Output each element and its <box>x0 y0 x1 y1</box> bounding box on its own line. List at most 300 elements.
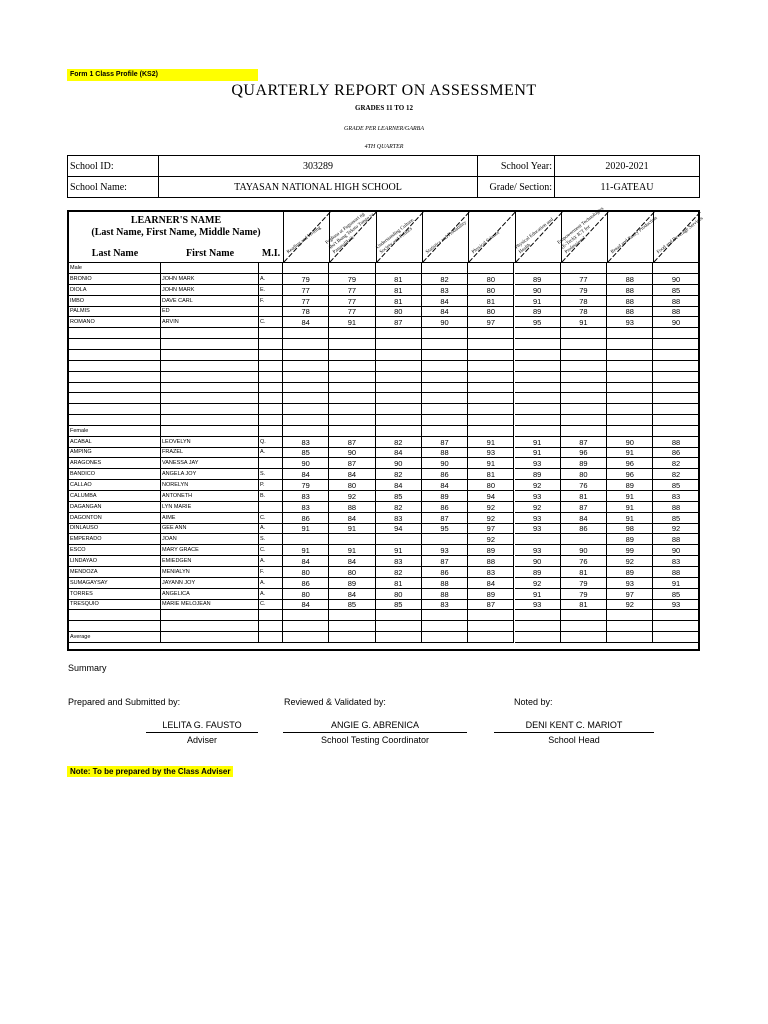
cell-grade <box>515 382 561 393</box>
cell-grade <box>515 393 561 404</box>
cell-grade <box>329 372 375 383</box>
table-row <box>69 545 698 556</box>
cell-grade: 80 <box>376 589 422 600</box>
subject-name: Food and Beverage Services <box>656 216 705 256</box>
cell-grade: 80 <box>468 274 514 285</box>
empty-row <box>69 382 698 393</box>
cell-grade: 80 <box>468 285 514 296</box>
cell-mi: F. <box>259 296 283 307</box>
cell-grade: 88 <box>468 556 514 567</box>
cell-grade: 92 <box>468 534 514 545</box>
cell-grade: 91 <box>468 437 514 448</box>
cell-grade <box>422 263 468 274</box>
cell-grade: 98 <box>607 523 653 534</box>
cell-grade: 81 <box>561 567 607 578</box>
cell-grade: 90 <box>653 545 699 556</box>
cell-last-name: IMBO <box>69 296 161 307</box>
cell-grade: 84 <box>283 317 329 328</box>
cell-grade: 76 <box>561 480 607 491</box>
cell-grade <box>283 263 329 274</box>
cell-grade <box>607 361 653 372</box>
table-row <box>69 480 698 491</box>
cell-grade: 87 <box>329 458 375 469</box>
cell-grade: 91 <box>329 523 375 534</box>
cell-last-name: Female <box>69 426 161 437</box>
cell-last-name <box>69 382 161 393</box>
cell-grade: 85 <box>329 599 375 610</box>
cell-first-name: JOHN MARK <box>161 274 259 285</box>
cell-first-name: AIME <box>161 513 259 524</box>
cell-grade: 85 <box>283 447 329 458</box>
cell-grade <box>283 350 329 361</box>
cell-first-name: MENIALYN <box>161 567 259 578</box>
cell-grade <box>561 382 607 393</box>
cell-grade <box>329 632 375 643</box>
cell-grade: 83 <box>283 491 329 502</box>
cell-grade: 80 <box>329 480 375 491</box>
cell-grade <box>515 426 561 437</box>
cell-grade <box>561 621 607 632</box>
grade-section-value: 11-GATEAU <box>555 177 700 198</box>
cell-grade: 97 <box>468 523 514 534</box>
cell-last-name: ESCO <box>69 545 161 556</box>
cell-first-name: EMIEDGEN <box>161 556 259 567</box>
cell-grade <box>468 382 514 393</box>
cell-first-name <box>161 350 259 361</box>
cell-grade: 87 <box>422 513 468 524</box>
cell-mi <box>259 415 283 426</box>
adviser-note: Note: To be prepared by the Class Adviser <box>67 766 233 777</box>
cell-grade: 84 <box>422 306 468 317</box>
cell-grade: 78 <box>283 306 329 317</box>
average-row <box>69 632 698 643</box>
cell-last-name <box>69 404 161 415</box>
cell-grade <box>561 339 607 350</box>
cell-grade: 87 <box>422 437 468 448</box>
cell-grade: 77 <box>283 296 329 307</box>
cell-last-name <box>69 328 161 339</box>
cell-grade <box>283 415 329 426</box>
cell-grade: 88 <box>422 578 468 589</box>
subject-header <box>376 212 422 262</box>
cell-grade: 83 <box>468 567 514 578</box>
subject-name: Understanding Culture, Society and Politics <box>375 217 416 256</box>
cell-grade: 84 <box>376 447 422 458</box>
cell-last-name: DINLAUSO <box>69 523 161 534</box>
cell-grade <box>561 328 607 339</box>
table-row <box>69 306 698 317</box>
form-tag: Form 1 Class Profile (KS2) <box>67 69 258 81</box>
cell-grade: 92 <box>515 502 561 513</box>
cell-grade <box>376 415 422 426</box>
cell-grade <box>607 328 653 339</box>
cell-grade: 89 <box>515 567 561 578</box>
cell-grade: 77 <box>329 306 375 317</box>
cell-grade <box>561 415 607 426</box>
cell-grade <box>653 610 699 621</box>
cell-mi <box>259 328 283 339</box>
cell-first-name <box>161 426 259 437</box>
cell-grade <box>422 361 468 372</box>
cell-first-name: FRAZEL <box>161 447 259 458</box>
cell-grade <box>515 339 561 350</box>
cell-grade <box>376 361 422 372</box>
cell-grade: 78 <box>561 306 607 317</box>
cell-grade: 90 <box>515 556 561 567</box>
school-name-value: TAYASAN NATIONAL HIGH SCHOOL <box>159 177 478 198</box>
cell-grade <box>329 361 375 372</box>
cell-grade: 90 <box>376 458 422 469</box>
cell-mi <box>259 382 283 393</box>
cell-grade <box>376 426 422 437</box>
cell-grade: 84 <box>329 469 375 480</box>
cell-grade <box>468 350 514 361</box>
cell-grade: 88 <box>607 285 653 296</box>
cell-grade: 91 <box>607 502 653 513</box>
cell-mi <box>259 361 283 372</box>
cell-grade: 89 <box>422 491 468 502</box>
cell-last-name <box>69 621 161 632</box>
cell-grade: 82 <box>376 567 422 578</box>
empty-row <box>69 339 698 350</box>
cell-grade <box>468 339 514 350</box>
cell-grade: 93 <box>607 578 653 589</box>
subject-header <box>325 212 376 262</box>
cell-first-name: LEOVELYN <box>161 437 259 448</box>
cell-grade <box>329 350 375 361</box>
cell-last-name: TORRES <box>69 589 161 600</box>
cell-grade: 86 <box>422 502 468 513</box>
cell-first-name: ED <box>161 306 259 317</box>
cell-grade <box>376 534 422 545</box>
cell-grade: 90 <box>329 447 375 458</box>
cell-grade <box>653 632 699 643</box>
cell-grade: 84 <box>561 513 607 524</box>
table-row <box>69 523 698 534</box>
cell-grade <box>561 393 607 404</box>
cell-last-name: Average <box>69 632 161 643</box>
table-row <box>69 317 698 328</box>
cell-mi <box>259 263 283 274</box>
head-name: DENI KENT C. MARIOT <box>494 720 654 733</box>
cell-grade: 80 <box>283 589 329 600</box>
cell-grade: 80 <box>329 567 375 578</box>
cell-grade: 91 <box>283 545 329 556</box>
cell-grade <box>422 328 468 339</box>
cell-grade <box>376 372 422 383</box>
cell-last-name <box>69 393 161 404</box>
cell-first-name: ANGELA JOY <box>161 469 259 480</box>
cell-grade: 89 <box>515 274 561 285</box>
subject-name: Statistics and Probability <box>425 220 468 256</box>
cell-first-name <box>161 328 259 339</box>
cell-grade <box>561 632 607 643</box>
cell-grade: 88 <box>607 306 653 317</box>
cell-mi <box>259 350 283 361</box>
cell-grade <box>653 426 699 437</box>
empty-row <box>69 404 698 415</box>
cell-grade: 81 <box>376 578 422 589</box>
cell-grade <box>283 610 329 621</box>
cell-grade: 79 <box>561 285 607 296</box>
cell-grade <box>515 361 561 372</box>
cell-grade: 96 <box>607 469 653 480</box>
cell-grade: 85 <box>653 285 699 296</box>
cell-grade: 93 <box>653 599 699 610</box>
subject-name: Physical Science <box>471 230 502 256</box>
cell-grade: 93 <box>422 545 468 556</box>
cell-grade: 86 <box>283 578 329 589</box>
cell-grade: 83 <box>376 513 422 524</box>
cell-grade: 91 <box>515 296 561 307</box>
cell-grade <box>607 415 653 426</box>
cell-grade <box>422 534 468 545</box>
cell-last-name <box>69 350 161 361</box>
cell-mi: A. <box>259 447 283 458</box>
cell-grade: 93 <box>515 599 561 610</box>
cell-mi: S. <box>259 534 283 545</box>
cell-first-name: JOHN MARK <box>161 285 259 296</box>
cell-grade: 92 <box>607 556 653 567</box>
cell-grade: 92 <box>329 491 375 502</box>
cell-grade: 87 <box>561 437 607 448</box>
empty-row <box>69 350 698 361</box>
cell-last-name: LINDAYAO <box>69 556 161 567</box>
cell-grade: 90 <box>561 545 607 556</box>
cell-mi <box>259 306 283 317</box>
cell-grade <box>561 404 607 415</box>
school-info-table <box>67 155 700 198</box>
cell-grade: 89 <box>329 578 375 589</box>
cell-grade <box>329 328 375 339</box>
cell-grade <box>283 382 329 393</box>
cell-grade: 91 <box>376 545 422 556</box>
cell-mi <box>259 426 283 437</box>
cell-mi <box>259 404 283 415</box>
cell-grade <box>376 632 422 643</box>
subject-name: Reading and Writing <box>286 225 323 256</box>
cell-mi: F. <box>259 567 283 578</box>
subject-name: Bread and Pastry Production <box>610 215 659 256</box>
cell-grade: 84 <box>329 513 375 524</box>
cell-first-name: MARIE MELOJEAN <box>161 599 259 610</box>
cell-grade <box>422 632 468 643</box>
cell-grade <box>515 263 561 274</box>
col-mi: M.I. <box>261 248 281 259</box>
grades-subtitle: GRADES 11 TO 12 <box>355 104 413 112</box>
cell-grade: 83 <box>653 491 699 502</box>
cell-grade <box>607 621 653 632</box>
table-row <box>69 469 698 480</box>
cell-grade: 79 <box>329 274 375 285</box>
table-row <box>69 556 698 567</box>
cell-mi <box>259 621 283 632</box>
table-row <box>69 437 698 448</box>
cell-mi: P. <box>259 480 283 491</box>
cell-grade <box>515 404 561 415</box>
cell-grade: 88 <box>653 296 699 307</box>
cell-mi: A. <box>259 556 283 567</box>
cell-grade <box>422 393 468 404</box>
cell-grade <box>283 426 329 437</box>
cell-grade <box>329 426 375 437</box>
cell-grade <box>653 328 699 339</box>
cell-grade: 85 <box>653 513 699 524</box>
cell-grade <box>376 339 422 350</box>
cell-first-name: MARY GRACE <box>161 545 259 556</box>
cell-first-name <box>161 415 259 426</box>
cell-grade <box>376 382 422 393</box>
cell-grade: 91 <box>329 545 375 556</box>
cell-grade <box>376 350 422 361</box>
cell-first-name <box>161 339 259 350</box>
cell-last-name: PALMIS <box>69 306 161 317</box>
cell-mi: C. <box>259 317 283 328</box>
cell-grade: 91 <box>329 317 375 328</box>
prepared-label: Prepared and Submitted by: <box>68 697 181 707</box>
cell-grade <box>422 372 468 383</box>
cell-mi: C. <box>259 545 283 556</box>
cell-grade: 96 <box>561 447 607 458</box>
cell-grade <box>329 382 375 393</box>
cell-grade <box>515 350 561 361</box>
cell-grade <box>422 404 468 415</box>
cell-mi <box>259 610 283 621</box>
cell-grade: 90 <box>653 274 699 285</box>
table-row <box>69 447 698 458</box>
cell-grade <box>607 632 653 643</box>
cell-last-name: Male <box>69 263 161 274</box>
cell-grade: 92 <box>468 502 514 513</box>
empty-row <box>69 361 698 372</box>
cell-mi: B. <box>259 491 283 502</box>
cell-grade <box>468 328 514 339</box>
cell-grade <box>653 404 699 415</box>
cell-grade: 77 <box>283 285 329 296</box>
cell-first-name: LYN MARIE <box>161 502 259 513</box>
table-row <box>69 296 698 307</box>
table-row <box>69 578 698 589</box>
adviser-role: Adviser <box>186 735 217 745</box>
cell-grade <box>561 350 607 361</box>
learner-title <box>69 215 283 239</box>
subject-header <box>422 212 468 262</box>
cell-grade <box>653 361 699 372</box>
cell-grade <box>607 426 653 437</box>
cell-grade: 79 <box>283 480 329 491</box>
cell-grade <box>329 534 375 545</box>
cell-grade: 91 <box>515 589 561 600</box>
cell-grade: 77 <box>561 274 607 285</box>
cell-first-name: DAVE CARL <box>161 296 259 307</box>
cell-grade: 86 <box>422 567 468 578</box>
cell-grade: 88 <box>653 502 699 513</box>
cell-grade: 89 <box>515 469 561 480</box>
cell-grade <box>468 263 514 274</box>
cell-grade: 89 <box>607 567 653 578</box>
cell-grade <box>515 621 561 632</box>
cell-last-name: ACABAL <box>69 437 161 448</box>
cell-grade: 91 <box>468 458 514 469</box>
section-label-row <box>69 263 698 274</box>
cell-mi: Q. <box>259 437 283 448</box>
head-role: School Head <box>548 735 600 745</box>
table-row <box>69 513 698 524</box>
cell-grade: 77 <box>329 285 375 296</box>
cell-mi: A. <box>259 523 283 534</box>
empty-row <box>69 621 698 632</box>
cell-grade: 86 <box>653 447 699 458</box>
cell-grade: 83 <box>422 285 468 296</box>
cell-grade: 81 <box>376 274 422 285</box>
cell-grade: 94 <box>376 523 422 534</box>
cell-grade: 81 <box>561 491 607 502</box>
cell-grade: 85 <box>653 480 699 491</box>
cell-grade: 77 <box>329 296 375 307</box>
cell-grade: 95 <box>515 317 561 328</box>
empty-row <box>69 372 698 383</box>
cell-grade: 88 <box>653 534 699 545</box>
cell-grade: 93 <box>607 317 653 328</box>
cell-grade <box>468 393 514 404</box>
subject-name: Physical Education and Health <box>514 217 555 256</box>
cell-grade: 81 <box>561 599 607 610</box>
cell-grade <box>515 415 561 426</box>
learner-name-header <box>69 212 283 262</box>
cell-grade: 84 <box>422 296 468 307</box>
cell-first-name: JAYANN JOY <box>161 578 259 589</box>
cell-last-name: AMPING <box>69 447 161 458</box>
cell-grade: 80 <box>376 306 422 317</box>
cell-grade: 83 <box>422 599 468 610</box>
cell-grade <box>376 610 422 621</box>
empty-row <box>69 610 698 621</box>
cell-grade <box>329 339 375 350</box>
cell-grade <box>468 621 514 632</box>
cell-last-name: TRESQUIO <box>69 599 161 610</box>
school-year-value: 2020-2021 <box>555 156 700 177</box>
cell-grade: 91 <box>607 513 653 524</box>
cell-grade: 93 <box>515 523 561 534</box>
table-row <box>69 458 698 469</box>
cell-grade: 76 <box>561 556 607 567</box>
cell-grade: 90 <box>607 437 653 448</box>
cell-grade: 79 <box>283 274 329 285</box>
cell-grade <box>653 415 699 426</box>
cell-grade: 86 <box>283 513 329 524</box>
grade-per-learner-subtitle: GRADE PER LEARNER/GARBA <box>344 126 424 132</box>
cell-grade <box>283 372 329 383</box>
cell-mi: S. <box>259 469 283 480</box>
subject-header <box>607 212 659 262</box>
col-first-name: First Name <box>185 248 235 259</box>
cell-grade: 91 <box>561 317 607 328</box>
cell-grade: 83 <box>653 556 699 567</box>
cell-grade: 82 <box>653 458 699 469</box>
cell-first-name: ANTONETH <box>161 491 259 502</box>
cell-grade <box>607 372 653 383</box>
cell-grade: 84 <box>376 480 422 491</box>
learner-title-line-2: (Last Name, First Name, Middle Name) <box>91 227 261 238</box>
table-row <box>69 285 698 296</box>
cell-grade <box>468 404 514 415</box>
cell-grade <box>422 350 468 361</box>
summary-label: Summary <box>68 663 107 673</box>
cell-grade <box>468 426 514 437</box>
cell-first-name: NORELYN <box>161 480 259 491</box>
cell-grade: 79 <box>561 578 607 589</box>
cell-grade <box>376 393 422 404</box>
